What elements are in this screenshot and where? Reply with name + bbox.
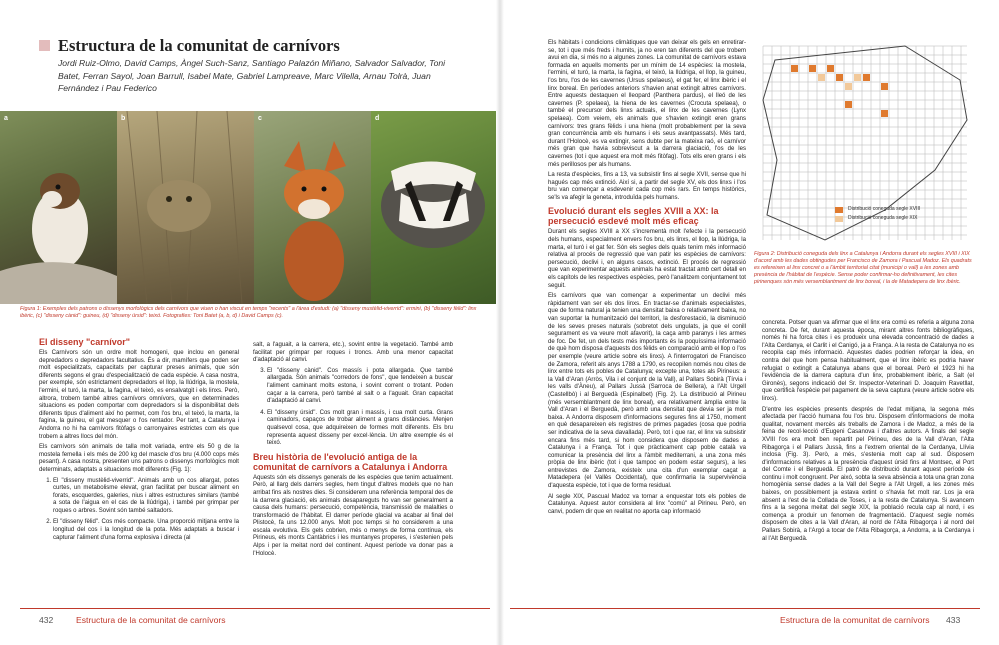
title-marker bbox=[39, 40, 50, 51]
fox-illustration bbox=[254, 111, 371, 304]
photo-fox bbox=[254, 111, 371, 304]
section-heading-evolution: Evolució durant els segles XVIII a XX: la persecució esdevé molt més eficaç bbox=[548, 206, 719, 227]
list-item: 4. El "disseny úrsid". Cos molt gran i massís, i cua molt curta. Grans caminadors, capaços de trobar aliment a grans distàncies. Menjen qualsevol cosa, que adquireixen de formes molt diferents. Els bru representa aquest disseny per excel·lència. Un altre exemple és el teixó. bbox=[267, 410, 453, 448]
paragraph: Els hàbitats i condicions climàtiques que van deixar els gels en enretirar-se, tot i que més freds i humits, ja no eren tan diferents del que trobem avui en dia, si més no a algunes zones. La comunitat de carnívors estava formada en aquells moments per un mínim de 14 espècies: la mostela, l'ermini, el turó, la marta, la fagina, el teixó, la llúdriga, el llop, la guineu, l'os bru, l'os de les cavernes (Ursus spelaeus), el gat fer, el linx ibèric i el linx boreal. En períodes anteriors s'havien anat extingit altres carnívors. Entre aquests destaquen el lleopard (Panthera pardus), el lleó de les cavernes (P. spelaea), la hiena de les cavernes (Crocuta spelaea), o també el precursor dels linxs actuals, el linx de les cavernes (Lynx spelaea). Com veiem, els animals que s'havien extingit eren grans carnívors: tres grans fèlids i una hiena (molt probablement per la seva gran concurrència amb els humans i els seus avantpassats). Més tard, durant l'Holocè, es va extingir, sens dubte per la mateixa raó, el carnívor més gran que havia sobreviscut a la darrera glaciació, l'os de les cavernes (tot i que aquest era molt més fitòfag). Tots ells eren grans i els més perillosos per als humans. bbox=[548, 40, 746, 168]
legend-label-xviii: Distribució coneguda segle XVIII bbox=[848, 206, 921, 212]
photo-letter-c: c bbox=[258, 115, 262, 122]
page-number-left: 432 bbox=[39, 615, 54, 625]
left-column-1 bbox=[39, 333, 239, 546]
map-record-cell bbox=[845, 83, 852, 90]
paragraph: Els carnívors que van començar a experimentar un declivi més ràpidament van ser els dos linxs. En tractar-se d'animals especialistes, que de forma natural ja tenien una densitat baixa o relativament baixa, no van suportar la humanització del territori, la desforestació, la disminució de les seves preses naturals (sobretot dels ungulats, ja que el conill segurament es va veure molt afavorit), la caça amb paranys i les armes de foc. De fet, un dels tests més importants és la poquíssima informació de què hom disposa d'aquests dos fèlids en comparació amb el llop o l'os per exemple (veure article sobre els linxs). A l'interrogatori de Francisco de Zamora, referit als anys 1788 a 1790, es recopilen només nou cites de linx entre tots els pobles de Catalunya; excepte una, totes als Pirineus: a la Vall d'Aran (Arròs, Vila i el conjunt de la Vall), al Pallars Sobirà (Tírvia i les valls d'Àneu), al Pallars Jussà (Sarroca de Bellera), a l'Alt Urgell (Castellbò) i al Berguedà (Espinalbet) (Fig. 2). La distribució al Pirineu (més versemblantment de linx boreal), era relativament àmplia entre la Vall d'Aran i el Berguedà, però amb una densitat que devia ser ja molt baixa. A Andorra disposem d'informacions segures fins al 1750, moment en què desapareixen els registres de primes pagades (cosa que podria ser indicativa de la seva davallada). Però, tot i que rar, el linx va subsistir encara fins més tard, si hom considera que disposem de dades a Catalunya i a França. Tot i que pràcticament cap poble català va comunicar la presència del linx a l'àmbit mediterrani, a una zona més pròpia de linx ibèric (tot i que tampoc en podem estar segurs), a les entrevistes de Zamora, existeix una cita d'un exemplar caçat a Matadepera (el Vallès Occidental), que confirmaria la supervivència d'aquesta espècie, tot i que de forma residual. bbox=[548, 293, 746, 490]
paragraph: Durant els segles XVIII a XX s'incrementà molt l'efecte i la persecució dels humans, especialment envers l'os bru, els linxs, el llop, la llúdriga, la marta, el turó i el gat fer. Són els segles dels quals tenim més informació relativa al procés de regressió que van patir les espècies de carnívors: persecució, declivi i, en alguns casos, extinció. El procés de regressió que van experimentar aquests animals ha estat tractat amb cert detall en els capítols de les respectives espècies, però l'analitzem conjuntament tot seguit. bbox=[548, 229, 746, 289]
right-column-2 bbox=[762, 320, 974, 546]
map-record-cell bbox=[845, 101, 852, 108]
paragraph: Els carnívors són animals de talla molt variada, entre els 50 g de la mostela femella i els més de 200 kg del mascle d'os bru (4.000 cops més pesant). A casa nostra, presenten uns patrons o dissenys morfològics molt determinats, adaptats a situacions molt diferents (Fig. 1): bbox=[39, 444, 239, 473]
legend-item-xviii bbox=[835, 205, 920, 214]
design-list-continued bbox=[253, 368, 453, 448]
paragraph: La resta d'espècies, fins a 13, va subsistir fins al segle XVII, sense que hi hagués cap més extinció. Així si, a partir del segle XV, els dos linxs i l'os bru van començar a esdevenir cada cop més rars. En temps històrics, se'ls va afegir la geneta, introduïda pels humans. bbox=[548, 172, 746, 201]
chapter-title: Estructura de la comunitat de carnívors bbox=[58, 36, 340, 55]
paragraph: concreta. Potser quan va afirmar que el linx era comú es referia a alguna zona concreta. De fet, durant aquesta època, mirant altres fonts bibliogràfiques, només hi ha forca cites i es produeix una elevada concentració de dades a l'Alta Cerdanya, el Carlit i el Canigó, ja a França. A la resta de Catalunya no es recopila cap més informació. Aquestes dades podrien reforçar la idea, en contra del que hom pensa habitualment, que el linx ibèric es podria haver refugiat o extingit a Catalunya abans que el boreal. Però el 1923 hi ha l'evidència de la darrera captura d'un linx, probablement ibèric, a Salt (el Gironès), segons indicació del Sr. Inspector-Veterinari D. Joaquim Ravetllat, que certificà l'espècie pel pagament de la seva captura (veure article sobre els linxs). bbox=[762, 320, 974, 402]
map-record-cell bbox=[881, 110, 888, 117]
ermine-illustration bbox=[0, 111, 117, 304]
map-record-cell bbox=[809, 65, 816, 72]
section-heading-disseny: El disseny "carnívor" bbox=[39, 337, 131, 347]
photo-letter-b: b bbox=[121, 115, 126, 122]
paragraph: salt, a l'aguait, a la carrera, etc.), sovint entre la vegetació. També amb facilitat per grimpar per roques i troncs. Amb una menor capacitat d'adaptació al canvi. bbox=[253, 342, 453, 364]
legend-label-xix: Distribució coneguda segle XIX bbox=[848, 215, 918, 221]
photo-ermine bbox=[0, 111, 117, 304]
badger-illustration bbox=[371, 111, 499, 304]
footer-title-left: Estructura de la comunitat de carnívors bbox=[76, 615, 226, 625]
photo-badger bbox=[371, 111, 499, 304]
photo-lynx bbox=[117, 111, 254, 304]
footer-title-right: Estructura de la comunitat de carnívors bbox=[780, 615, 930, 625]
design-list bbox=[39, 478, 239, 543]
figure-1-photos bbox=[0, 111, 499, 304]
photo-letter-a: a bbox=[4, 115, 8, 122]
right-column-1 bbox=[548, 40, 746, 519]
list-item: 1. El "disseny mustèlid-viverrid". Animals amb un cos allargat, potes curtes, un metabolisme elevat, gran facilitat per buscar aliment en forats, escquerdes, galeries, nius i altres estructures similars (també a sota de l'aigua en el cas de la llúdriga), i també per grimpar per roques o arbres. Sovint són també saltadors. bbox=[53, 478, 239, 516]
page-number-right: 433 bbox=[946, 615, 961, 625]
map-legend bbox=[835, 205, 920, 223]
photo-letter-d: d bbox=[375, 115, 380, 122]
map-record-cell bbox=[818, 74, 825, 81]
footer-rule bbox=[510, 608, 980, 609]
left-column-2 bbox=[253, 342, 453, 561]
paragraph: Aquests són els dissenys generals de les espècies que tenim actualment. Però, al llarg dels darrers segles, hem tingut d'altres models que no han arribat fins als nostres dies. Si considerem una referència temporal des de la darrera glaciació, els animals desapareguts ho van ser generalment a causa dels humans: persecució, competència, transmissió de malalties o transformació de l'hàbitat. El darrer període glacial va acabar al final del Plistocè, fa uns 12.000 anys. Molt poc temps si ho considerem a una escala evolutiva. Els gels cobrien, més o menys de forma contínua, els Pirineus, els monts Cantàbrics i les muntanyes properes, i s'estenien pels Alps i per la meitat nord del continent. Aquest període va donar pas a l'Holocè. bbox=[253, 474, 453, 557]
map-record-cell bbox=[836, 74, 843, 81]
map-record-cell bbox=[791, 65, 798, 72]
figure-2-caption: Figura 2: Distribució coneguda dels linx a Catalunya i Andorra durant els segles XVIII i XIX d'acord amb les dades obtingudes per Francisco de Zamora i Pascual Madoz. Els quadrats es refereixen al linx concret o a l'àmbit territorial citat (municipi o vall) a les zones amb presència de l'hàbitat de l'espècie. Sense poder confirmar-ho definitivament, les cites pirinenques són més versemblantment de linx boreal, i la de Matadepera de linx ibèric. bbox=[754, 251, 972, 285]
list-item: 2. El "disseny fèlid". Cos més compacte. Una proporció mitjana entre la longitud del cos i la longitud de la pota. Més adaptats a buscar i capturar l'aliment d'una forma explosiva i directa (al bbox=[53, 519, 239, 542]
paragraph: D'entre les espècies presents després de l'edat mitjana, la segona més afectada per l'acció humana fou l'os bru. Disposem d'informacions de molta qualitat, novament mercès als treballs de Zamora i de Madoz, a més de la feina de recol·lecció d'Eugeni Casanova i d'altres autors. A finals del segle XVIII l'os era molt ben repartit pel Pirineu, des de la Vall d'Aran, l'Alta Ribagorça i el Pallars Jussà, fins a l'extrem oriental de la Cerdanya, Llívia inclosa (Fig. 3). Però, a més, s'estenia molt cap al sud. Disposem d'informacions relatives a la presència d'aquest úrsid fins al Montsec, el Port del Comte i el Berguedà. El patró de distribució durant aquest període és continu i molt congruent. Per aixó, sobta la seva absència a tota una gran zona homogènia sense dades a la Vall del Segre a l'Alt Urgell, a les zones més baixes, on possiblement ja estava extint o s'havia fet molt rar. Los ja era absent a l'est de la Collada de Toses, i a la resta de Catalunya. Si avancem fins a la segona meitat del segle XIX, la població recula cap al nord, i es comença a produir un fenomen de fragmentació. D'aquest segle només disposem de cites a la Vall d'Aran, al nord de l'Alta Ribagorça i al nord del Pallars Sobirà, a l'Argó a tocar de l'Alta Ribagorça, a Andorra, a la Cerdanya i al l'Alt Berguedà. bbox=[762, 406, 974, 542]
right-page bbox=[500, 0, 999, 645]
lynx-illustration bbox=[117, 111, 254, 304]
authors: Jordi Ruiz-Olmo, David Camps, Àngel Such-Sanz, Santiago Palazón Miñano, Salvador Salvador, Toni Batet, Ferran Sayol, Joan Barrull, Isabel Mate, Gabriel Lampreave, Marc Vilella, Arnau Tolrà, Juan Fernández i Pau Federico bbox=[58, 58, 446, 93]
map-record-cell bbox=[827, 65, 834, 72]
map-record-cell bbox=[881, 83, 888, 90]
legend-swatch-xix bbox=[835, 216, 843, 222]
legend-swatch-xviii bbox=[835, 207, 843, 213]
legend-item-xix bbox=[835, 214, 920, 223]
map-record-cell bbox=[863, 74, 870, 81]
left-page bbox=[0, 0, 499, 645]
figure-1-caption: Figura 1: Exemples dels patrons o dissenys morfològics dels carnívors que viuen o han viscut en temps "recents" a l'àrea d'estudi: (a) "disseny mustèlid-viverrid": ermini, (b) "disseny fèlid": linx ibèric, (c) "disseny cànid": guineu, (d) "disseny úrsid": teixó. Fotografies: Toni Batet (a, b, d) i David Camps (c). bbox=[20, 306, 477, 319]
footer-rule bbox=[20, 608, 490, 609]
section-heading-history: Breu història de l'evolució antiga de la comunitat de carnívors a Catalunya i Andorra bbox=[253, 451, 448, 472]
paragraph: Al segle XIX, Pascual Madoz va tornar a enquestar tots els pobles de Catalunya. Aquest autor considera al linx "comú" al Pirineu. Però, en canvi, podem dir que en realitat no aporta cap informació bbox=[548, 493, 746, 515]
list-item: 3. El "disseny cànid". Cos massís i pota allargada. Que també allargada. Són animals "corredors de fons", que tendeixen a buscar l'aliment caminant molts estona, i sovint corrent o trotant. Poden caçar a la carrera, però també al salt o a l'aguait. Gran capacitat d'adaptació al canvi. bbox=[267, 368, 453, 406]
paragraph: Els Carnívors són un ordre molt homogeni, que inclou en general depredadors o depredadors facultatius. És a dir, mamífers que poden ser molt especialitzats, capacitats per capturar preses animals, que són diferents segons el grau d'especialització de cada espècie. A casa nostra, per exemple, són estrictament depredadors el llop, la llúdriga, la mostela, l'ermini, el turó, la marta, la fagina, el teixó, es ensalvatgit i els linxs. Però, altrora, trobem també altres carnívors omnívors, que en determinades situacions es poden comportar com depredadors si la disponibilitat dels diferents tipus d'aliment així ho permet, com l'os bru, el teixó, la marta, la fagina, la guineu, el gat mesquer o l'os rentador. Per tant, a Catalunya i Andorra no hi ha carnívors fitòfags o carronyaires estrictes com els que trobem a altres llocs del món. bbox=[39, 350, 239, 440]
map-record-cell bbox=[854, 74, 861, 81]
